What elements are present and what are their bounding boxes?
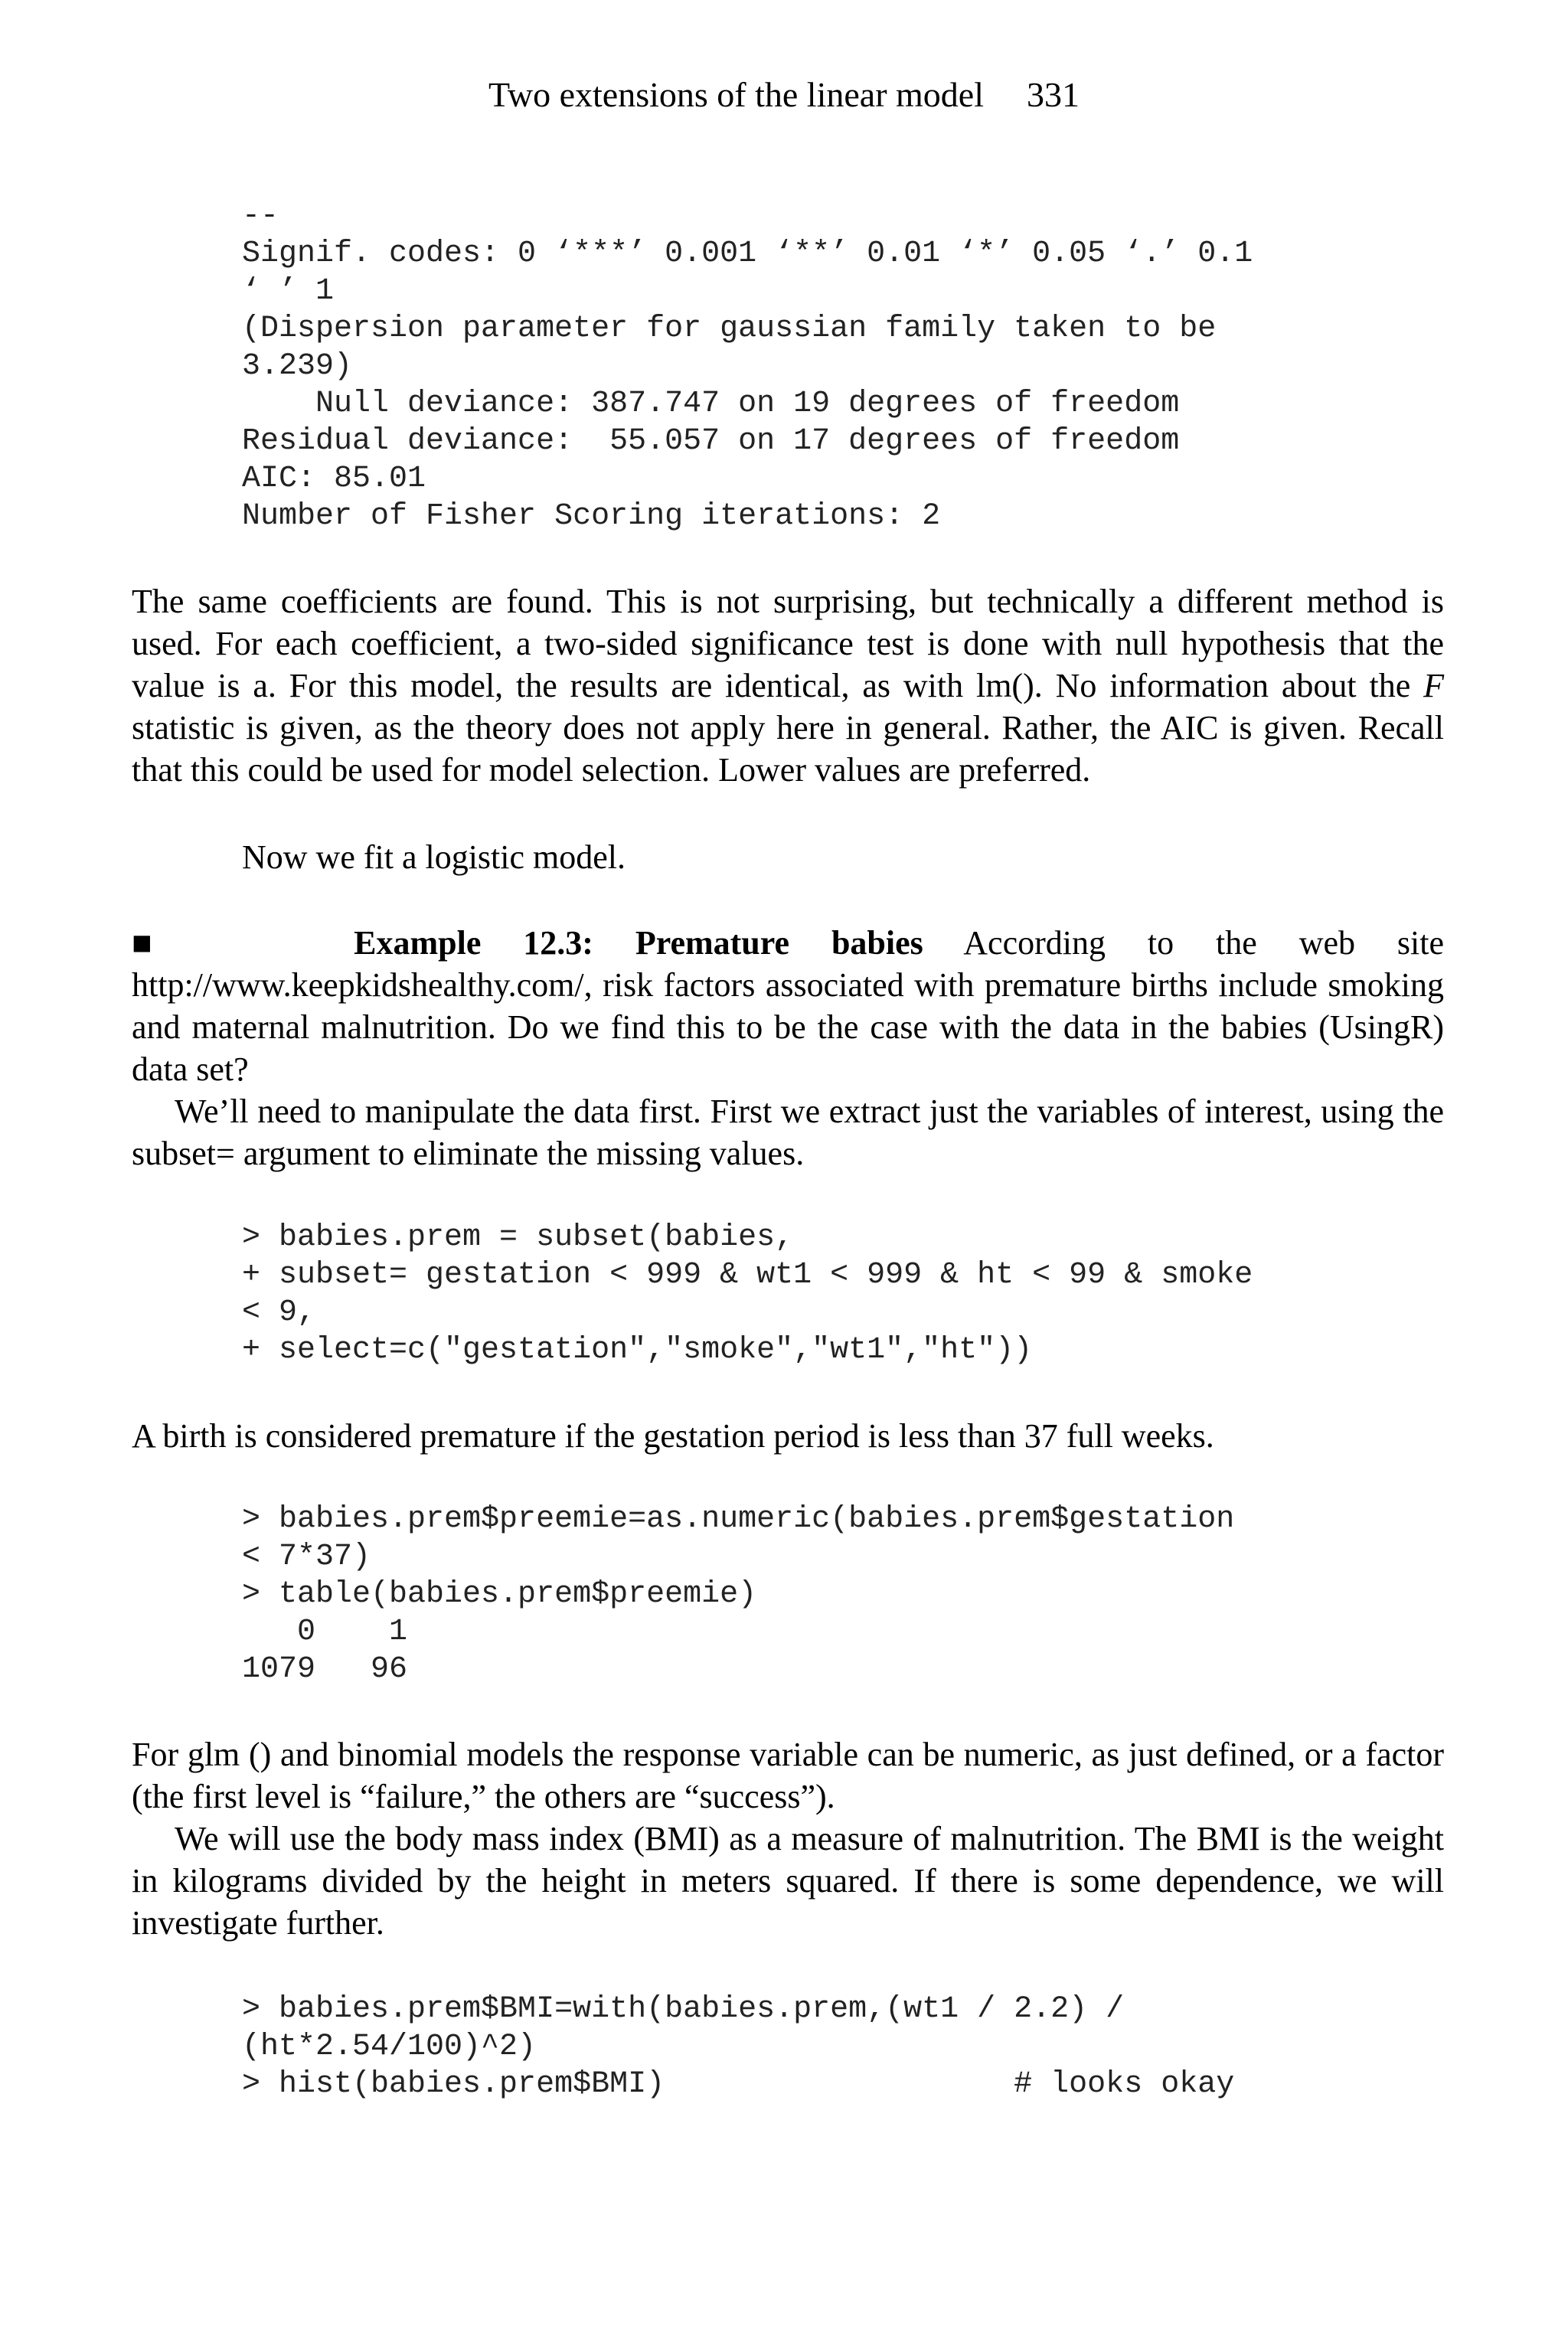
code-line: > babies.prem = subset(babies, [242, 1220, 794, 1255]
code-line: (Dispersion parameter for gaussian family taken to be [242, 312, 1217, 346]
code-line: ‘ ’ 1 [242, 274, 335, 309]
code-block-glm-output [242, 198, 1253, 535]
paragraph-premature-definition: A birth is considered premature if the gestation period is less than 37 full weeks. [132, 1417, 1214, 1455]
code-line: Signif. codes: 0 ‘***’ 0.001 ‘**’ 0.01 ‘*’ 0.05 ‘.’ 0.1 [242, 237, 1253, 271]
code-line: + subset= gestation < 999 & wt1 < 999 & ht < 99 & smoke [242, 1258, 1253, 1292]
code-block-preemie [242, 1501, 1234, 1688]
example-text: According to the web site http://www.keepkidshealthy.com/, risk factors associated with premature births include smoking and maternal malnutrition. Do we find this to be the case with the data in the babies (UsingR) data set? [132, 924, 1445, 1088]
code-line: (ht*2.54/100)^2) [242, 2030, 537, 2064]
paragraph-manipulate-data: We’ll need to manipulate the data first. First we extract just the variables of interest, using the subset= argument to eliminate the missing values. [132, 1093, 1444, 1172]
code-line: 3.239) [242, 349, 353, 384]
code-block-subset [242, 1219, 1253, 1369]
paragraph-text: statistic is given, as the theory does not apply here in general. Rather, the AIC is given. Recall that this could be used for model selection. Lower values are preferred. [132, 709, 1444, 789]
code-line: > babies.prem$preemie=as.numeric(babies.prem$gestation [242, 1502, 1235, 1537]
example-heading: Example 12.3: Premature babies [354, 924, 923, 962]
paragraph-bmi: We will use the body mass index (BMI) as a measure of malnutrition. The BMI is the weight in kilograms divided by the height in meters squared. If there is some dependence, we will investigate further. [132, 1820, 1444, 1942]
code-line: 1079 96 [242, 1652, 408, 1687]
example-bullet-icon: ■ [132, 924, 186, 962]
code-line: -- [242, 199, 279, 234]
paragraph-text: For glm () and binomial models the response variable can be numeric, as just defined, or a factor (the first level is “failure,” the others are “success”). [132, 1736, 1444, 1815]
paragraph-glm-binomial [132, 1733, 1444, 1944]
code-block-bmi [242, 1991, 1234, 2103]
code-line: AIC: 85.01 [242, 462, 426, 496]
code-line: Residual deviance: 55.057 on 17 degrees of freedom [242, 424, 1180, 459]
code-line: < 7*37) [242, 1540, 371, 1574]
code-line: + select=c("gestation","smoke","wt1","ht")) [242, 1333, 1033, 1367]
code-line: 0 1 [242, 1615, 408, 1649]
code-line: Null deviance: 387.747 on 19 degrees of freedom [242, 387, 1180, 421]
code-line: Number of Fisher Scoring iterations: 2 [242, 499, 941, 534]
code-line: > babies.prem$BMI=with(babies.prem,(wt1 / 2.2) / [242, 1992, 1125, 2027]
f-statistic-symbol: F [1423, 667, 1444, 704]
code-line: > hist(babies.prem$BMI) # looks okay [242, 2067, 1235, 2102]
page-number: 331 [1027, 75, 1080, 114]
code-line: > table(babies.prem$preemie) [242, 1577, 757, 1612]
paragraph-logistic-model: Now we fit a logistic model. [242, 838, 626, 876]
running-head [0, 74, 1568, 116]
running-head-title: Two extensions of the linear model [488, 75, 984, 114]
paragraph-text: The same coefficients are found. This is not surprising, but technically a different method is used. For each coefficient, a two-sided significance test is done with null hypothesis that the value is a. For this model, the results are identical, as with lm(). No information about the [132, 583, 1444, 704]
example-premature-babies [132, 922, 1444, 1174]
paragraph-same-coefficients [132, 580, 1444, 791]
code-line: < 9, [242, 1295, 316, 1330]
